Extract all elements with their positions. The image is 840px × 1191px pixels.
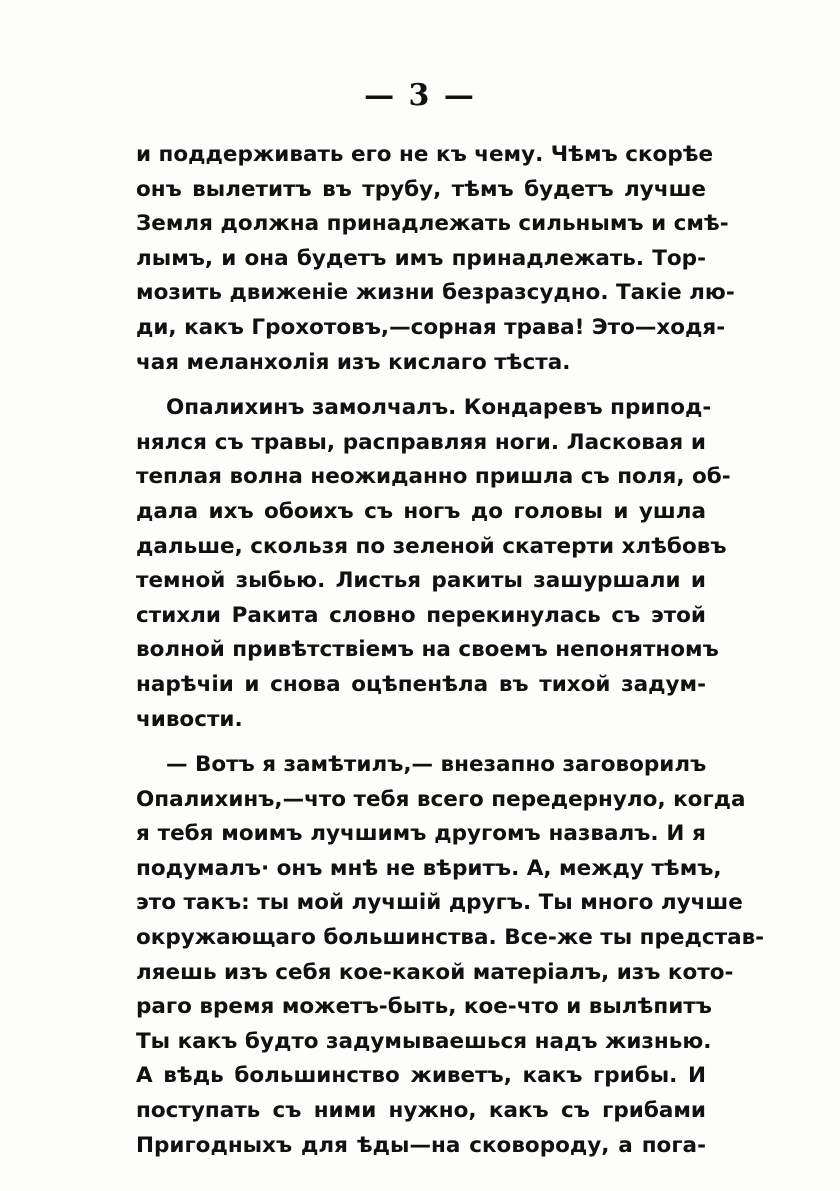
text-line: нялся съ травы, расправляя ноги. Ласковая и — [136, 429, 706, 455]
paragraph — [136, 138, 735, 380]
text-line: я тебя моимъ лучшимъ другомъ назвалъ. И я — [136, 821, 706, 847]
text-line: поступать съ ними нужно, какъ съ грибами — [136, 1098, 706, 1124]
text-line: мозить движенiе жизни безразсудно. Такiе лю- — [136, 280, 735, 306]
text-line: Опалихинъ замолчалъ. Кондаревъ припод- — [166, 395, 712, 421]
text-line: подумалъ· онъ мнѣ не вѣритъ. А, между тѣмъ, — [136, 855, 722, 881]
text-line: ляешь изъ себя кое-какой матерiалъ, изъ кото- — [136, 959, 734, 985]
text-line: чая меланхолiя изъ кислаго тѣста. — [136, 349, 571, 375]
page-number: — 3 — — [364, 78, 476, 113]
paragraph — [136, 748, 765, 1163]
text-line: дала ихъ обоихъ съ ногъ до головы и ушла — [136, 498, 706, 524]
text-line: и поддерживать его не къ чему. Чѣмъ скорѣе — [136, 142, 714, 167]
text-line: — Вотъ я замѣтилъ,— внезапно заговорилъ — [166, 752, 707, 778]
text-line: дальше, скользя по зеленой скатерти хлѣбовъ — [136, 533, 727, 559]
text-line: ди, какъ Грохотовъ,—сорная трава! Это—ходя- — [136, 314, 726, 340]
text-line: теплая волна неожиданно пришла съ поля, об- — [136, 464, 731, 490]
text-line: Пригодныхъ для ѣды—на сковороду, а пога- — [136, 1132, 706, 1158]
text-line: Ты какъ будто задумываешься надъ жизнью. — [136, 1028, 712, 1054]
paragraph — [136, 391, 731, 737]
text-line: чивости. — [136, 706, 243, 732]
text-line: нарѣчiи и снова оцѣпенѣла въ тихой задум- — [136, 671, 706, 697]
paragraph-gap — [136, 380, 706, 391]
text-line: онъ вылетитъ въ трубу, тѣмъ будетъ лучше — [136, 176, 706, 202]
text-line: волной привѣтствiемъ на своемъ непонятномъ — [136, 637, 719, 663]
text-line: окружающаго большинства. Все-же ты представ- — [136, 925, 765, 951]
text-line: Земля должна принадлежать сильнымъ и смѣ- — [136, 211, 729, 237]
text-line: это такъ: ты мой лучшiй другъ. Ты много лучше — [136, 890, 743, 916]
text-line: Опалихинъ,—что тебя всего передернуло, когда — [136, 786, 746, 812]
text-line: стихли Ракита словно перекинулась съ этой — [136, 602, 706, 628]
text-line: темной зыбью. Листья ракиты зашуршали и — [136, 568, 706, 594]
text-line: раго время можетъ-быть, кое-что и вылѣпитъ — [136, 994, 712, 1020]
text-line: лымъ, и она будетъ имъ принадлежать. Тор- — [136, 245, 706, 271]
text-line: А вѣдь большинство живетъ, какъ грибы. И — [136, 1063, 706, 1089]
paragraph-gap — [136, 737, 706, 748]
body-text — [136, 138, 765, 1163]
